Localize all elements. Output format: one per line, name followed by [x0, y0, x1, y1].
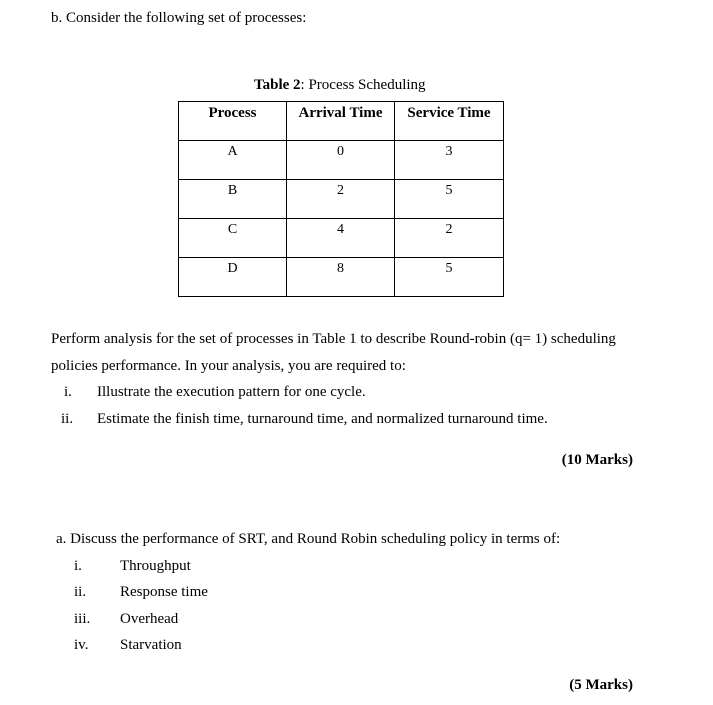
table-row — [179, 180, 504, 219]
process-table — [178, 101, 504, 297]
list-item-number: ii. — [61, 411, 74, 427]
table-caption — [254, 77, 426, 94]
column-header: Process — [179, 102, 287, 141]
table-caption-label: Table 2 — [254, 77, 301, 93]
table-cell: 5 — [395, 258, 504, 297]
list-item-number: i. — [64, 384, 72, 400]
table-header-row — [179, 102, 504, 141]
list-item: Illustrate the execution pattern for one cycle. — [97, 384, 366, 400]
list-item-number: i. — [74, 558, 82, 574]
table-cell: 0 — [287, 141, 395, 180]
list-item: Overhead — [120, 611, 179, 627]
table-row — [179, 219, 504, 258]
list-item: Response time — [120, 584, 208, 600]
list-item: Throughput — [120, 558, 191, 574]
list-item-number: iii. — [74, 611, 91, 627]
table-cell: B — [179, 180, 287, 219]
table-row — [179, 258, 504, 297]
marks-b: (10 Marks) — [561, 452, 633, 468]
table-cell: D — [179, 258, 287, 297]
table-cell: 3 — [395, 141, 504, 180]
marks-a: (5 Marks) — [569, 677, 633, 693]
table-cell: 2 — [287, 180, 395, 219]
table-cell: C — [179, 219, 287, 258]
part-b-heading: b. Consider the following set of processes: — [51, 10, 307, 26]
table-cell: 5 — [395, 180, 504, 219]
table-cell: 4 — [287, 219, 395, 258]
paragraph-line-1: Perform analysis for the set of processes in Table 1 to describe Round-robin (q= 1) scheduling — [51, 331, 616, 347]
table-caption-text: : Process Scheduling — [300, 77, 426, 93]
part-a-heading: a. Discuss the performance of SRT, and Round Robin scheduling policy in terms of: — [56, 531, 561, 547]
list-item: Starvation — [120, 637, 182, 653]
table-cell: 2 — [395, 219, 504, 258]
table-cell: 8 — [287, 258, 395, 297]
list-item-number: iv. — [74, 637, 89, 653]
column-header: Service Time — [395, 102, 504, 141]
column-header: Arrival Time — [287, 102, 395, 141]
list-item-number: ii. — [74, 584, 87, 600]
table-row — [179, 141, 504, 180]
list-item: Estimate the finish time, turnaround time, and normalized turnaround time. — [97, 411, 548, 427]
table-cell: A — [179, 141, 287, 180]
paragraph-line-2: policies performance. In your analysis, you are required to: — [51, 358, 406, 374]
